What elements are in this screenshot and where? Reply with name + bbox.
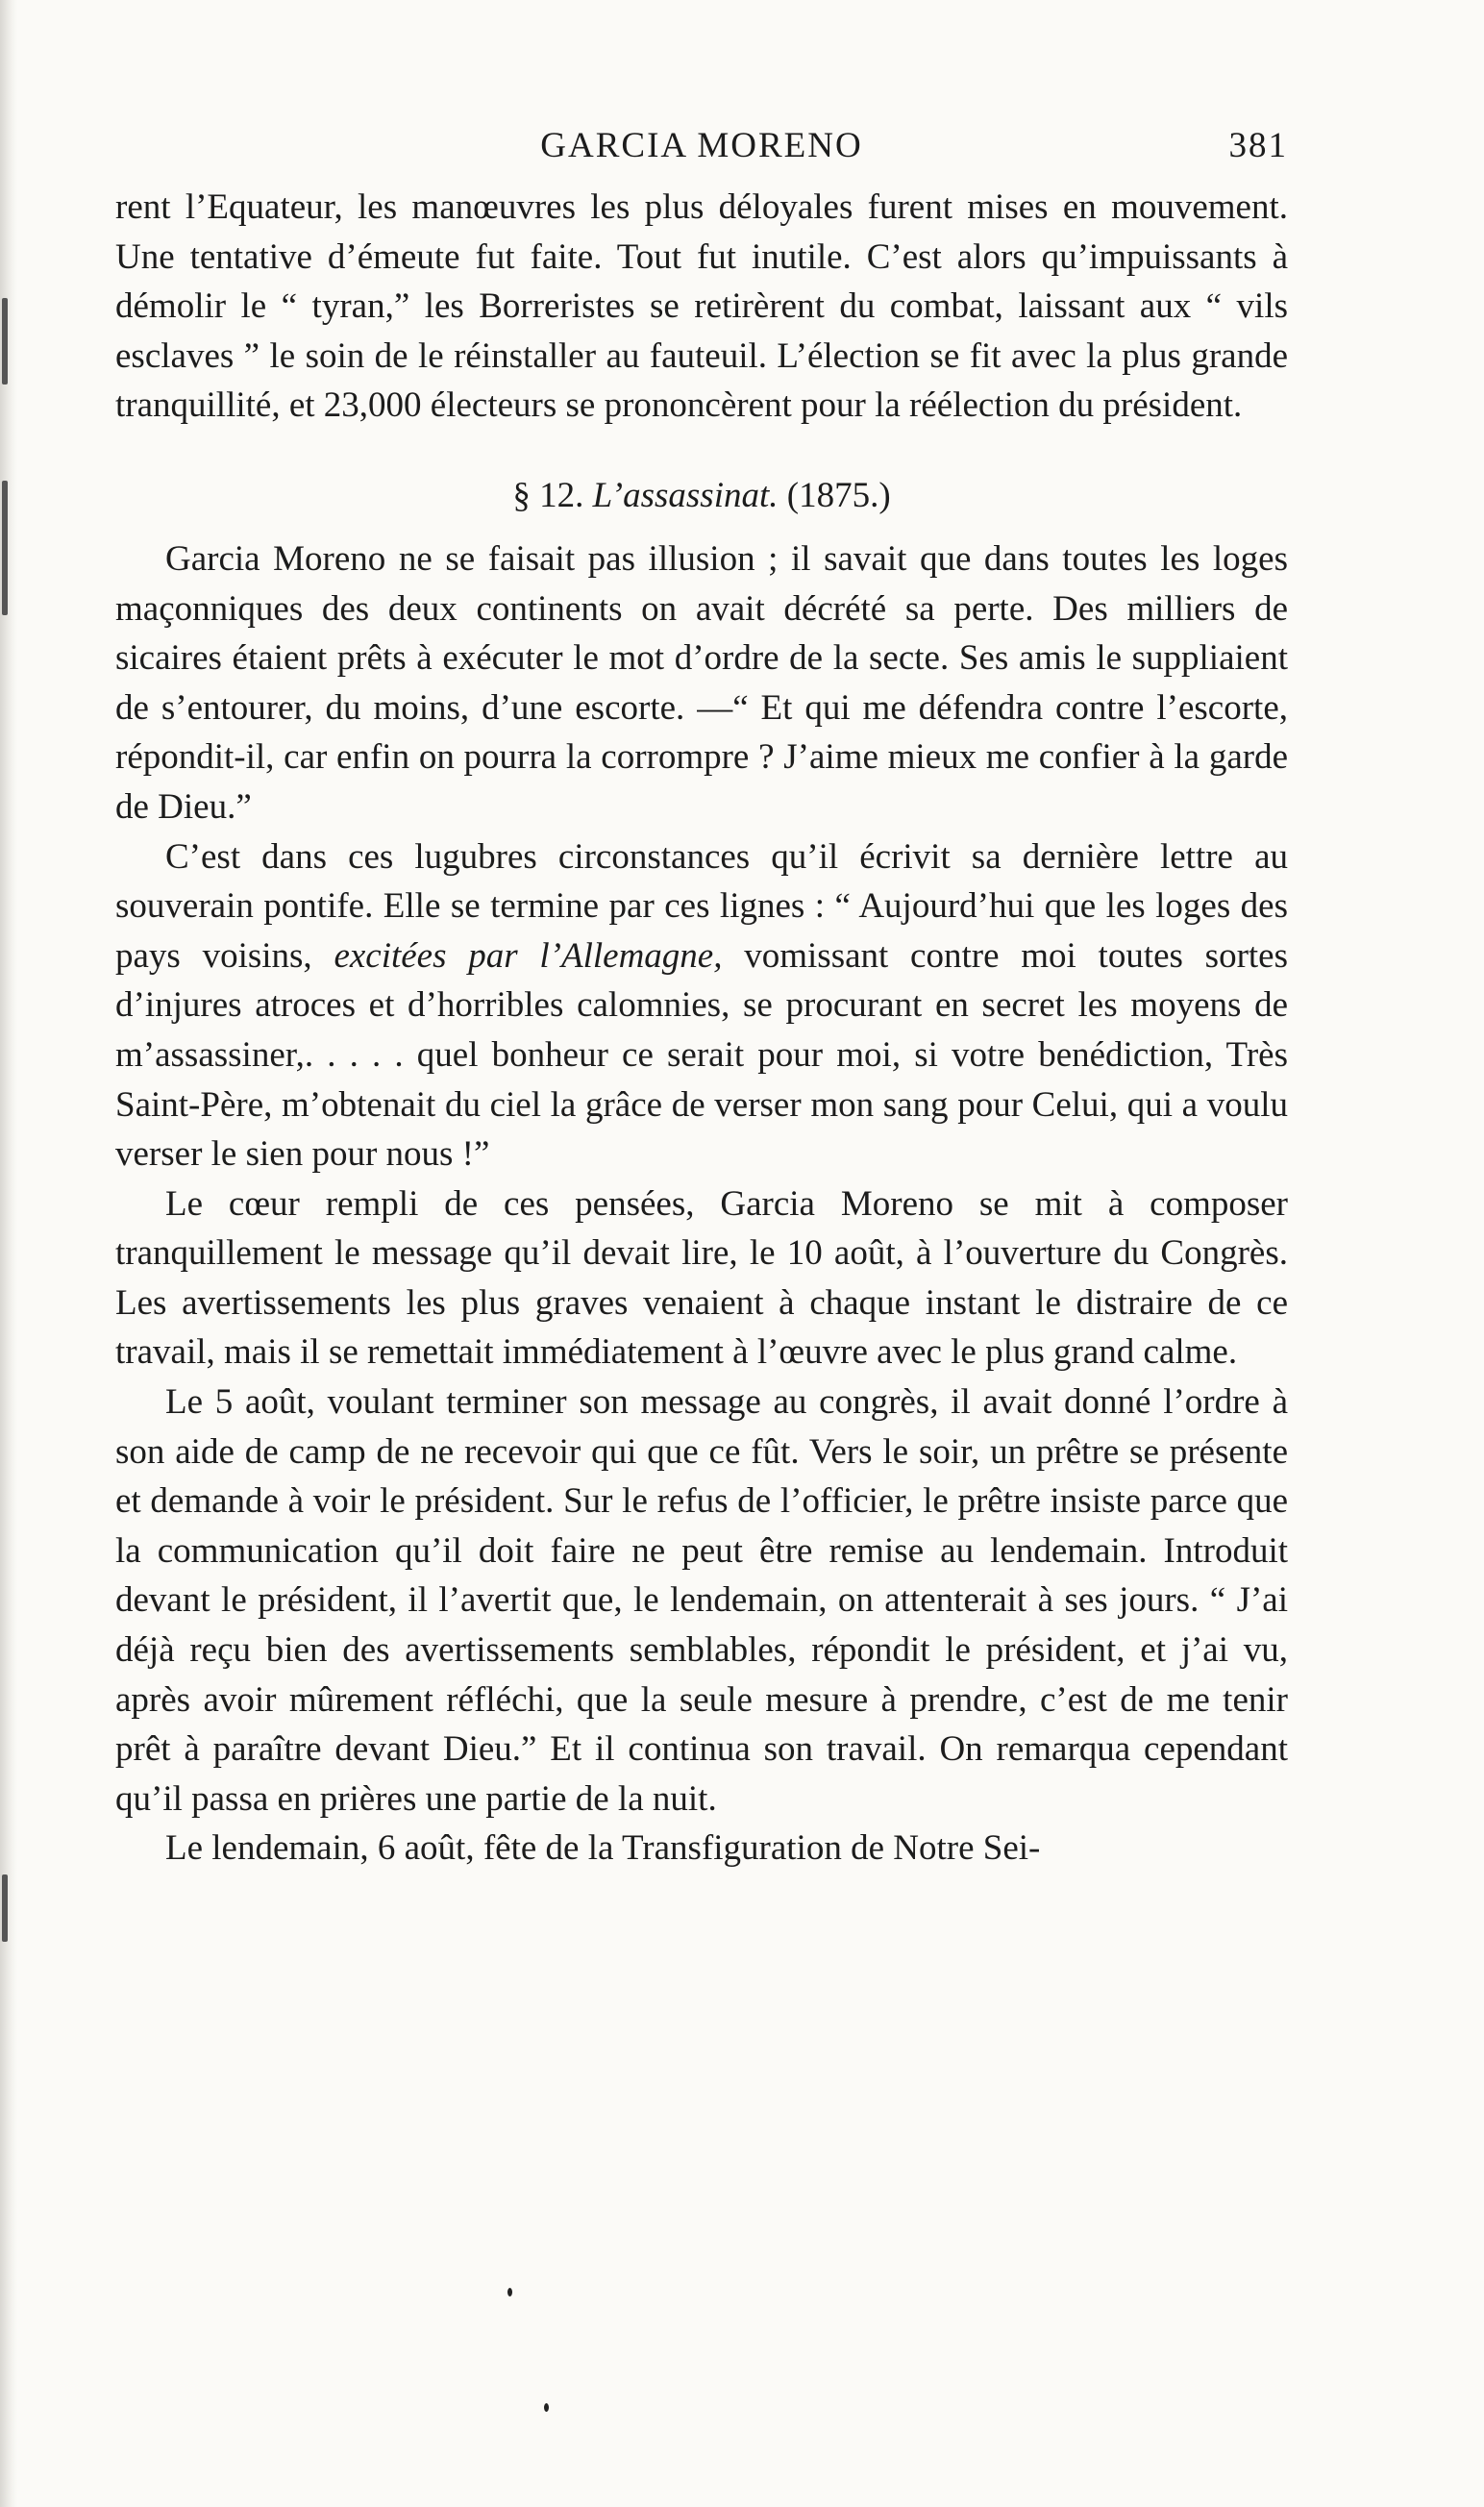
paragraph: Garcia Moreno ne se faisait pas illusion ; il savait que dans toutes les loges maçonniques des deux continents on avait décrété sa perte. Des milliers de sicaires étaient prêts à exécuter le mot d’ordre de la secte. Ses amis le suppliaient de s’entourer, du moins, d’une escorte. —“ Et qui me défendra contre l’escorte, répondit-il, car enfin on pourra la corrompre ? J’aime mieux me confier à la garde de Dieu.” <box>115 538 1288 827</box>
paragraph: Le lendemain, 6 août, fête de la Transfiguration de Notre Sei- <box>165 1828 1041 1869</box>
section-year: (1875.) <box>786 475 891 515</box>
ink-speck <box>544 2403 549 2412</box>
paragraph-text: C’est dans ces lugubres circonstances qu’il écrivit sa dernière lettre au souverain pontife. Elle se termine par ces lignes : “ Aujourd’hui que les loges des pays voisins, <box>115 836 1288 976</box>
binding-shadow-mark <box>2 481 8 615</box>
section-number: § 12. <box>512 475 584 515</box>
paragraph: Le 5 août, voulant terminer son message au congrès, il avait donné l’ordre à son aide de camp de ne recevoir qui que ce fût. Vers le soir, un prêtre se présente et demande à voir le président. Sur le refus de l’officier, le prêtre insiste parce que la communication qu’il doit faire ne peut être remise au lendemain. Introduit devant le président, il l’avertit que, le lendemain, on attenterait à ses jours. “ J’ai déjà reçu bien des avertissements semblables, répondit le président, et j’ai vu, après avoir mûrement réfléchi, que la seule mesure à prendre, c’est de me tenir prêt à paraître devant Dieu.” Et il continua son travail. On remarqua cependant qu’il passa en prières une partie de la nuit. <box>115 1382 1288 1819</box>
section-title: L’assassinat. <box>592 475 779 515</box>
binding-shadow-mark <box>2 1874 8 1942</box>
page-number: 381 <box>1228 126 1288 165</box>
paragraph: Le cœur rempli de ces pensées, Garcia Moreno se mit à composer tranquillement le message qu’il devait lire, le 10 août, à l’ouverture du Congrès. Les avertissements les plus graves venaient à chaque instant le distraire de ce travail, mais il se remettait immédiatement à l’œuvre avec le plus grand calme. <box>115 1183 1288 1373</box>
paragraph-continued: rent l’Equateur, les manœuvres les plus déloyales furent mises en mouvement. Une tentative d’émeute fut faite. Tout fut inutile. C’est alors qu’impuissants à démolir le “ tyran,” les Borreristes se retirèrent du combat, laissant aux “ vils esclaves ” le soin de le réinstaller au fauteuil. L’élection se fit avec la plus grande tranquillité, et 23,000 électeurs se prononcèrent pour la réélection du président. <box>115 187 1288 426</box>
paragraph-italic-text: excitées par l’Allemagne, <box>334 935 723 976</box>
paragraph <box>115 832 1288 1179</box>
paragraph-text: vomissant contre moi toutes sortes d’injures atroces et d’horribles calomnies, se procurant en secret les moyens de m’assassiner,. . . . . quel bonheur ce serait pour moi, si votre benédiction, Très Saint-Père, m’obtenait du ciel la grâce de verser mon sang pour Celui, qui a voulu verser le sien pour nous !” <box>115 935 1288 1175</box>
book-page <box>115 125 1288 1874</box>
ink-speck <box>507 2288 512 2296</box>
binding-shadow-mark <box>2 298 8 385</box>
section-heading <box>115 471 1288 521</box>
body-text <box>115 183 1288 1874</box>
running-head <box>115 125 1288 183</box>
running-title: GARCIA MORENO <box>540 126 863 165</box>
